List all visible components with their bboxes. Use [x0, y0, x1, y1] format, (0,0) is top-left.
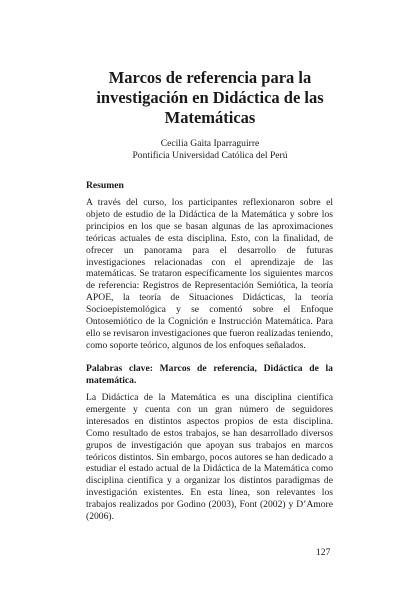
body-paragraph: La Didáctica de la Matemática es una disciplina científica emergente y cuenta con un gran número de seguidores interesados en distintos aspectos propios de esta disciplina. Como resultado de estos trabajos, se han desarrollado diversos grupos de investigación que apoyan sus trabajos en marcos teóricos distintos. Sin embargo, pocos autores se han dedicado a estudiar el estado actual de la Didáctica de la Matemática como disciplina científica y a organizar los distintos paradigmas de investigación existentes. En esta línea, son relevantes los trabajos realizados por Godino (2003), Font (2002) y D’Amore (2006).: [86, 392, 333, 523]
page-number: 127: [316, 547, 331, 558]
keywords-line: [86, 363, 333, 387]
author-affiliation: Pontificia Universidad Católica del Perú: [132, 150, 288, 161]
abstract-heading: Resumen: [86, 180, 124, 191]
author-block: [60, 138, 360, 162]
abstract-paragraph: A través del curso, los participantes reflexionaron sobre el objeto de estudio de la Didáctica de la Matemática y sobre los principios en los que se basan algunas de las aproximaciones teóricas actuales de esta disciplina. Esto, con la finalidad, de ofrecer un panorama para el desarrollo de futuras investigaciones relacionadas con el aprendizaje de las matemáticas. Se trataron específicamente los siguientes marcos de referencia: Registros de Representación Semiótica, la teoría APOE, la teoría de Situaciones Didácticas, la teoría Socioepistemológica y se comentó sobre el Enfoque Ontosemiótico de la Cognición e Instrucción Matemática. Para ello se revisaron investigaciones que fueron realizadas teniendo, como soporte teórico, algunos de los enfoques señalados.: [86, 197, 333, 351]
author-name: Cecilia Gaita Iparraguirre: [160, 138, 260, 149]
paper-title: Marcos de referencia para la investigación en Didáctica de las Matemáticas: [96, 68, 324, 127]
keywords-label: Palabras clave:: [86, 363, 153, 374]
keywords-text: Marcos de referencia, Didáctica de la matemática.: [86, 363, 333, 386]
